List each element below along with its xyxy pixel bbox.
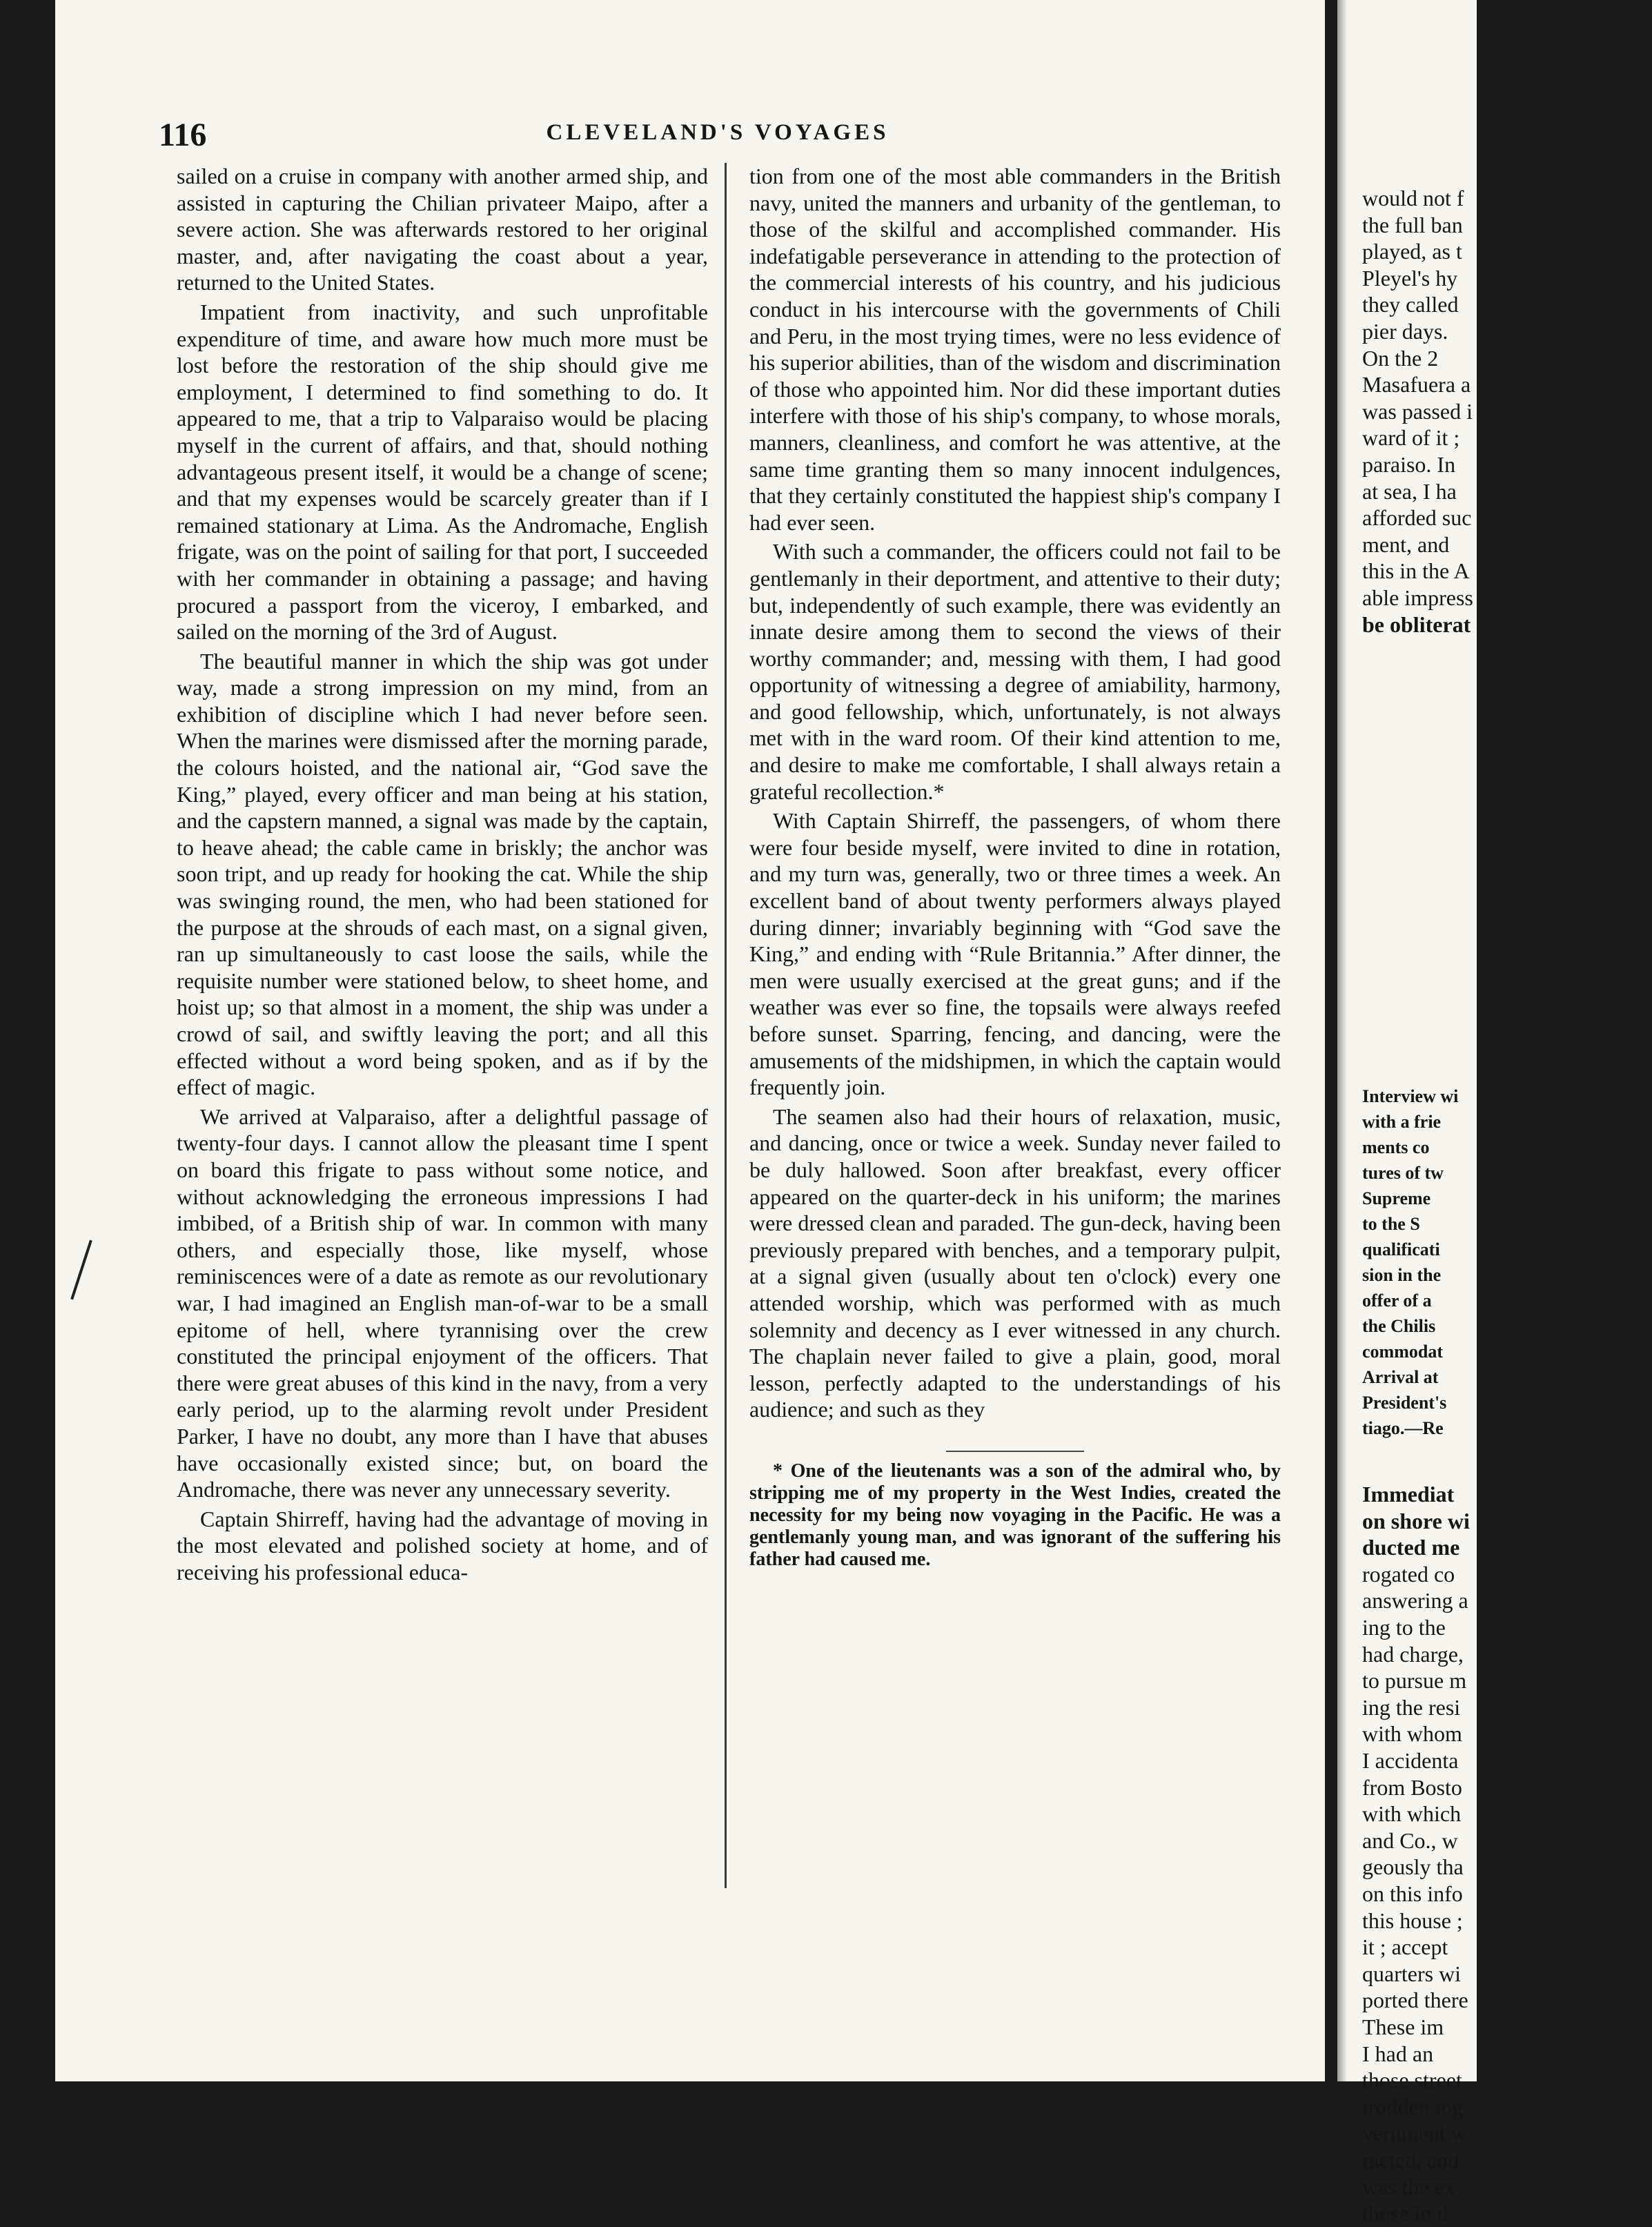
text-column-right — [749, 163, 1281, 1573]
right-page-line: Supreme — [1362, 1188, 1431, 1208]
right-page-line: racted, and — [1362, 2148, 1459, 2172]
right-page-line: on this info — [1362, 1881, 1463, 1906]
right-page-line: ing to the — [1362, 1615, 1446, 1640]
right-page-line: I accidenta — [1362, 1748, 1459, 1773]
right-page-line: and Co., w — [1362, 1827, 1458, 1853]
right-page-line: geously tha — [1362, 1854, 1464, 1880]
footnote-rule — [946, 1451, 1084, 1452]
right-page-line: it ; accept — [1362, 1934, 1448, 1960]
right-page-line: quarters wi — [1362, 1961, 1462, 1986]
paragraph: We arrived at Valparaiso, after a delightful passage of twenty-four days. I cannot allow the pleasant time I spent on board this frigate to pass without some notice, and without acknowledging the erroneous impressions I had imbibed, of a British ship of war. In common with many others, and especially those, like myself, whose reminiscences were of a date as remote as our revolutionary war, I had imagined an English man-of-war to be a small epitome of hell, where tyrannising over the crew constituted the principal enjoyment of the officers. That there were great abuses of this kind in the navy, from a very early period, up to the alarming revolt under President Parker, I have no doubt, any more than I have that abuses have occasionally existed since; but, on board the Andromache, there was never any unnecessary severity. — [177, 1103, 708, 1502]
right-page-line: ing the resi — [1362, 1694, 1461, 1720]
right-page-line: President's — [1362, 1393, 1447, 1413]
right-page-line: sion in the — [1362, 1265, 1442, 1285]
right-page-line: ducted me — [1362, 1535, 1460, 1560]
right-page-line: Interview wi — [1362, 1086, 1459, 1106]
right-page-line: Arrival at — [1362, 1367, 1439, 1387]
right-page-line: to pursue m — [1362, 1668, 1467, 1694]
right-book-page-partial — [1337, 0, 1477, 2226]
right-page-line: tures of tw — [1362, 1163, 1444, 1183]
right-page-line: this house ; — [1362, 1907, 1463, 1933]
right-page-line: afforded suc — [1362, 505, 1472, 531]
paragraph: Impatient from inactivity, and such unprofitable expenditure of time, and aware how much more must be lost before the restoration of the ship should give me employment, I determined to find something to do. It appeared to me, that a trip to Valparaiso would be placing myself in the current of affairs, and that, should nothing advantageous present itself, it would be a change of scene; and that my expenses would be scarcely greater than if I remained stationary at Lima. As the Andromache, English frigate, was on the point of sailing for that port, I succeeded with her commander in obtaining a passage; and having procured a passport from the viceroy, I embarked, and sailed on the morning of the 3rd of August. — [177, 299, 708, 645]
right-page-line: These im — [1362, 2014, 1444, 2039]
right-page-line: ment, and — [1362, 531, 1450, 557]
right-page-line: be obliterat — [1362, 611, 1471, 637]
right-page-line: on shore wi — [1362, 1508, 1470, 1533]
text-column-left — [177, 163, 708, 1588]
right-page-line: would not f — [1362, 186, 1464, 210]
column-divider — [725, 163, 727, 1888]
paragraph: With Captain Shirreff, the passengers, of whom there were four beside myself, were invited to dine in rotation, and my turn was, generally, two or three times a week. An excellent band of about twenty performers always played during dinner; invariably beginning with “God save the King,” and ending with “Rule Britannia.” After dinner, the men were usually exercised at the great guns; and if the weather was ever so fine, the topsails were always reefed before sunset. Sparring, fencing, and dancing, were the amusements of the midshipmen, in which the captain would frequently join. — [749, 808, 1281, 1100]
right-page-line: trodden tog — [1362, 2094, 1464, 2119]
page-header — [159, 116, 1277, 157]
right-page-line: with whom — [1362, 1721, 1462, 1747]
right-page-line: rogated co — [1362, 1561, 1455, 1587]
right-page-line: with which — [1362, 1801, 1462, 1827]
right-page-line: answering a — [1362, 1588, 1468, 1613]
right-page-line: from Bosto — [1362, 1774, 1462, 1800]
right-page-line: played, as t — [1362, 239, 1462, 264]
right-page-line: On the 2 — [1362, 345, 1439, 371]
right-page-line: Immediat — [1362, 1482, 1455, 1507]
right-page-line: tiago.—Re — [1362, 1418, 1444, 1438]
right-page-line: to the S — [1362, 1214, 1420, 1234]
paragraph: sailed on a cruise in company with another armed ship, and assisted in capturing the Chilian privateer Maipo, after a severe action. She was afterwards restored to her original master, and, after navigating the coast about a year, returned to the United States. — [177, 164, 708, 295]
right-page-line: ported there — [1362, 1988, 1468, 2013]
right-page-line: commodat — [1362, 1342, 1443, 1362]
right-page-line: was the ex — [1362, 2174, 1456, 2199]
paragraph: tion from one of the most able commanders in the British navy, united the manners and urbanity of the gentleman, to those of the skilful and accomplished commander. His indefatigable perseverance in attending to the protection of the commercial interests of his country, and his judicious conduct in his intercourse with the governments of Chili and Peru, in the most trying times, were no less evidence of his superior abilities, than of the wisdom and discrimination of those who appointed him. Nor did these important duties interfere with those of his ship's company, to whose morals, manners, cleanliness, and comfort he was attentive, at the same time granting them so many innocent indulgences, that they certainly constituted the happiest ship's company I had ever seen. — [749, 164, 1281, 535]
paragraph: Captain Shirreff, having had the advantage of moving in the most elevated and polished society at home, and of receiving his professional educa- — [177, 1506, 708, 1585]
right-page-line: ward of it ; — [1362, 425, 1460, 451]
right-page-line: the full ban — [1362, 212, 1463, 237]
right-page-line: with a frie — [1362, 1112, 1442, 1132]
right-page-line: at sea, I ha — [1362, 478, 1457, 504]
page-number: 116 — [159, 117, 207, 153]
right-page-line: this in the A — [1362, 558, 1470, 584]
footnote: * One of the lieutenants was a son of the admiral who, by stripping me of my property in the West Indies, created the necessity for my being now voyaging in the Pacific. He was a gentlemanly young man, and was ignorant of the suffering his father had caused me. — [749, 1460, 1281, 1570]
right-page-line: able impress — [1362, 585, 1473, 610]
right-page-line: was passed i — [1362, 398, 1473, 424]
right-page-line: ments co — [1362, 1137, 1430, 1157]
right-page-line: offer of a — [1362, 1291, 1432, 1311]
paragraph: With such a commander, the officers could not fail to be gentlemanly in their deportment, and attentive to their duty; but, independently of such example, there was evidently an innate desire among them to second the views of their worthy commander; and, messing with them, I had good opportunity of witnessing a degree of amiability, harmony, and good fellowship, which, unfortunately, is not always met with in the ward room. Of their kind attention to me, and desire to make me comfortable, I shall always retain a grateful recollection.* — [749, 539, 1281, 804]
paragraph: The beautiful manner in which the ship was got under way, made a strong impression on my mind, from an exhibition of discipline which I had never before seen. When the marines were dismissed after the morning parade, the colours hoisted, and the national air, “God save the King,” played, every officer and man being at his station, and the capstern manned, a signal was made by the captain, to heave ahead; the cable came in briskly; the anchor was soon tript, and up ready for hooking the cat. While the ship was swinging round, the men, who had been stationed for the purpose at the shrouds of each mast, on a signal given, ran up simultaneously to cast loose the sails, while the requisite number were stationed below, to sheet home, and hoist up; so that almost in a moment, the ship was under a crowd of sail, and swiftly leaving the port; and all this effected without a word being spoken, and as if by the effect of magic. — [177, 648, 708, 1100]
right-page-line: Masafuera a — [1362, 372, 1471, 398]
right-page-line: Pleyel's hy — [1362, 265, 1458, 291]
right-page-line: they called — [1362, 292, 1459, 317]
right-page-line: vernment w — [1362, 2121, 1467, 2146]
running-title: CLEVELAND'S VOYAGES — [546, 120, 889, 145]
left-book-page — [55, 0, 1325, 2081]
right-page-line: qualificati — [1362, 1239, 1440, 1259]
right-page-line: paraiso. In — [1362, 452, 1456, 477]
right-page-line: pier days. — [1362, 319, 1448, 344]
margin-pencil-mark — [70, 1240, 92, 1300]
right-page-line: those street — [1362, 2068, 1462, 2093]
right-page-line: those in d — [1362, 2201, 1448, 2226]
paragraph: The seamen also had their hours of relaxation, music, and dancing, once or twice a week. Sunday never failed to be duly hallowed. Soon after breakfast, every officer appeared on the quarter-deck in his uniform; the marines were dressed clean and paraded. The gun-deck, having been previously prepared with benches, and a temporary pulpit, at a signal given (usually about ten o'clock) every one attended worship, which was performed with as much solemnity and decency as I ever witnessed in any church. The chaplain never failed to give a plain, good, moral lesson, perfectly adapted to the understandings of his audience; and such as they — [749, 1103, 1281, 1422]
right-page-line: had charge, — [1362, 1641, 1464, 1667]
right-page-line: I had an — [1362, 2041, 1434, 2066]
right-page-line: the Chilis — [1362, 1316, 1436, 1336]
